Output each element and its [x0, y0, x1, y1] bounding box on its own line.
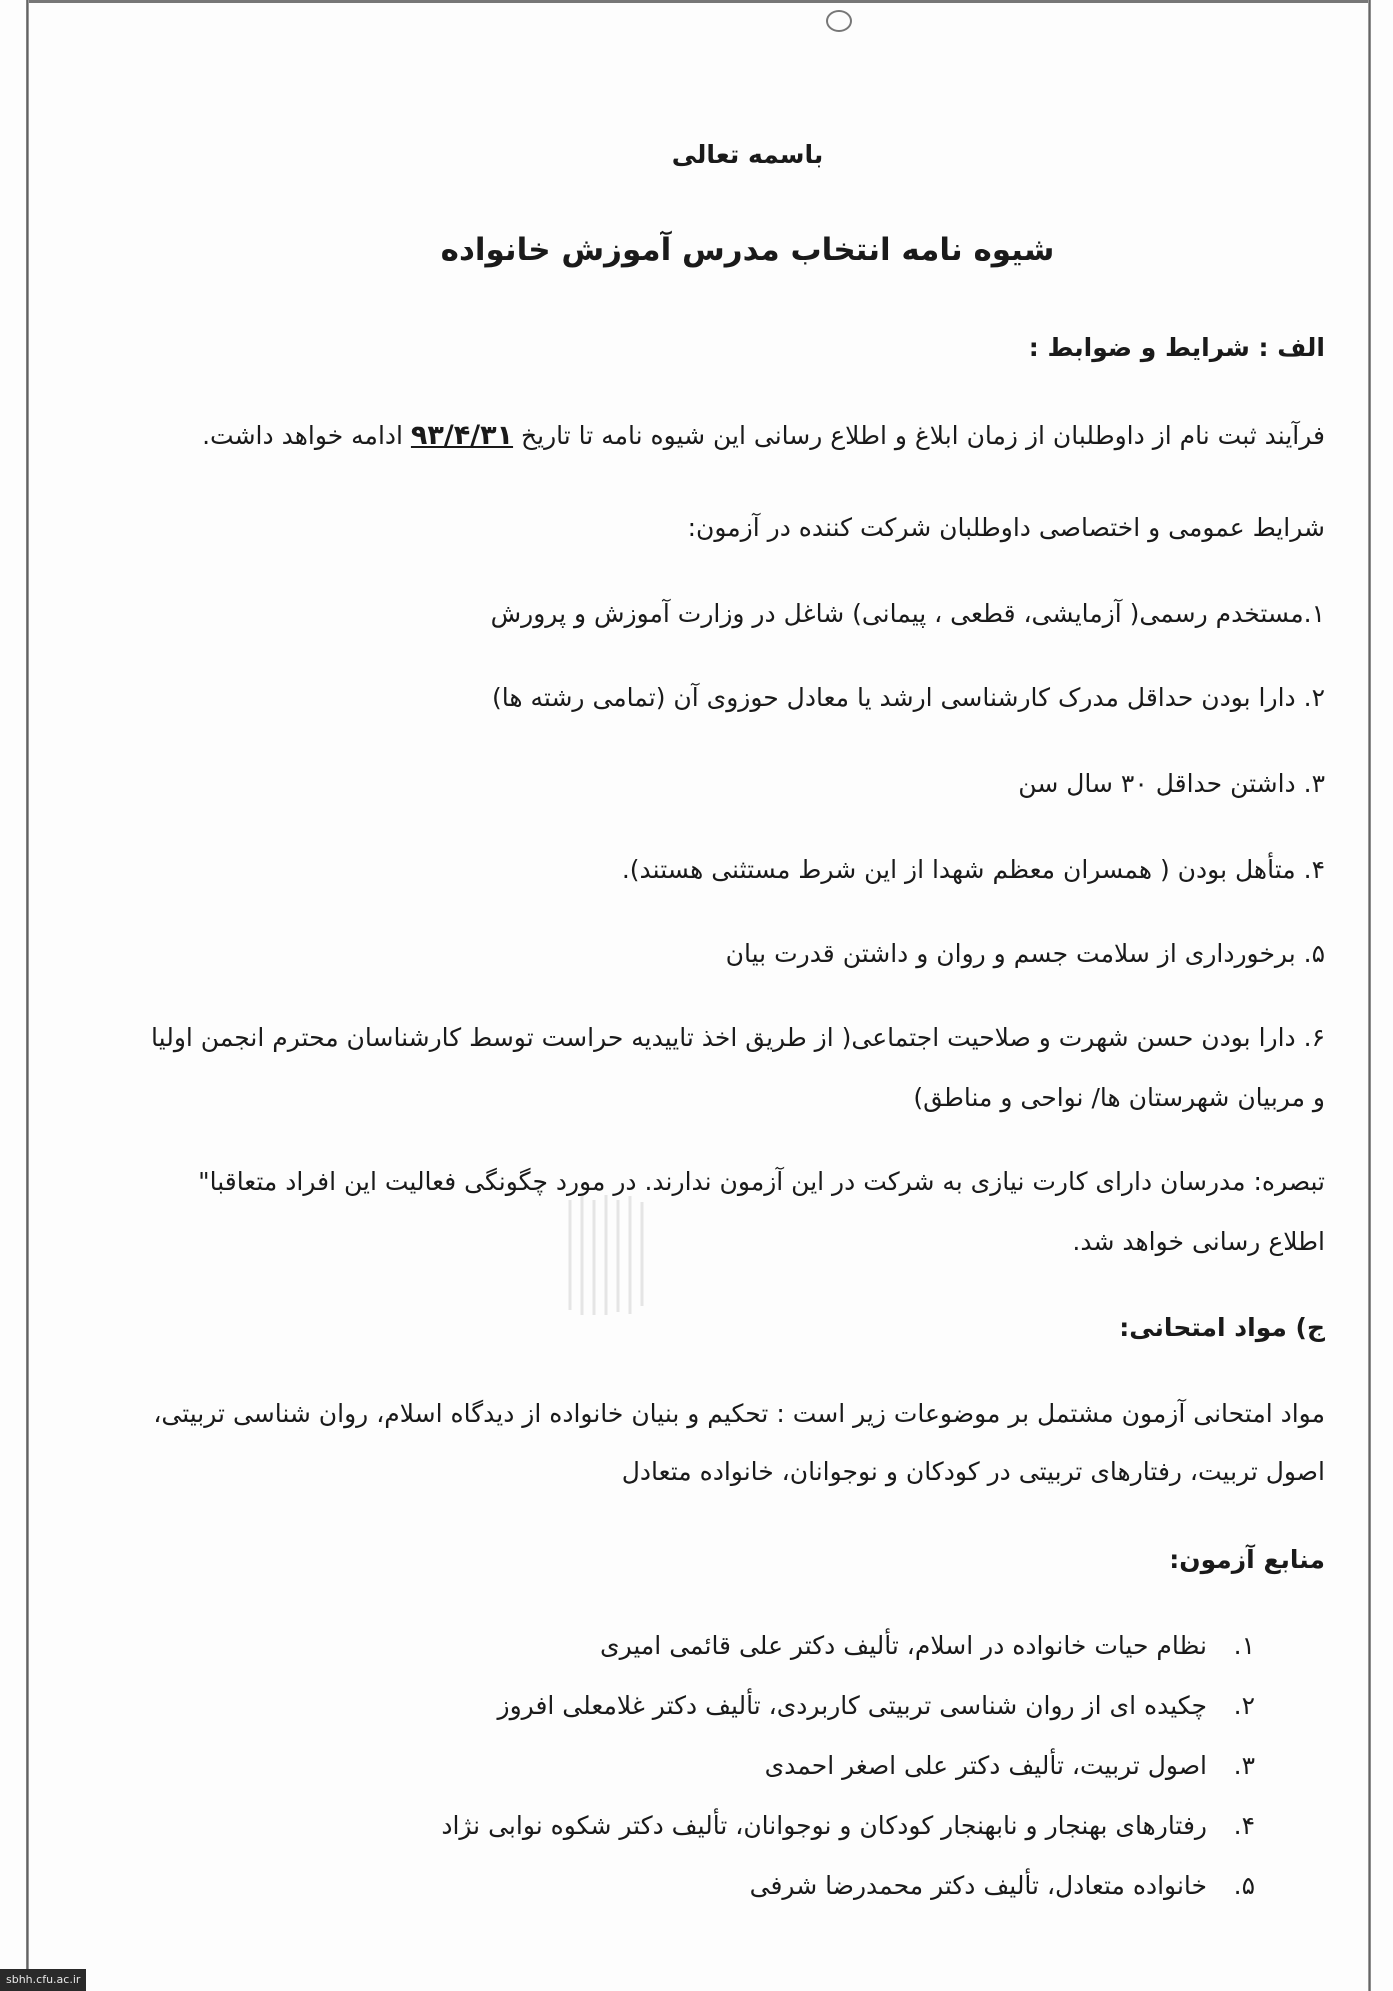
source-item-2	[498, 1688, 1256, 1724]
invocation-heading: باسمه تعالی	[671, 140, 824, 169]
source-item-1	[600, 1628, 1255, 1664]
source-number: ۵.	[1233, 1871, 1255, 1900]
condition-item-5: ۵. برخورداری از سلامت جسم و روان و داشتن قدرت بیان	[725, 939, 1325, 968]
source-text: رفتارهای بهنجار و نابهنجار کودکان و نوجوانان، تألیف دکتر شکوه نوابی نژاد	[441, 1811, 1207, 1840]
note-line-2: اطلاع رسانی خواهد شد.	[1072, 1227, 1325, 1256]
source-item-3	[765, 1748, 1255, 1784]
registration-text-end: ادامه خواهد داشت.	[202, 421, 411, 450]
source-text: چکیده ای از روان شناسی تربیتی کاربردی، تألیف دکتر غلامعلی افروز	[497, 1691, 1207, 1720]
note-line-1: تبصره: مدرسان دارای کارت نیازی به شرکت در این آزمون ندارند. در مورد چگونگی فعالیت این افراد متعاقبا"	[198, 1167, 1325, 1196]
page-right-edge	[1368, 0, 1371, 1991]
conditions-intro: شرایط عمومی و اختصاصی داوطلبان شرکت کننده در آزمون:	[687, 513, 1325, 542]
condition-item-2: ۲. دارا بودن حداقل مدرک کارشناسی ارشد یا معادل حوزوی آن (تمامی رشته ها)	[492, 683, 1325, 712]
source-text: اصول تربیت، تألیف دکتر علی اصغر احمدی	[764, 1751, 1207, 1780]
source-item-5	[750, 1868, 1255, 1904]
condition-item-6-continued: و مربیان شهرستان ها/ نواحی و مناطق)	[913, 1083, 1325, 1112]
registration-paragraph	[202, 418, 1325, 454]
source-item-4	[441, 1808, 1255, 1844]
condition-item-6: ۶. دارا بودن حسن شهرت و صلاحیت اجتماعی( از طریق اخذ تاییدیه حراست توسط کارشناسان محترم انجمن اولیا	[151, 1023, 1325, 1052]
site-watermark: sbhh.cfu.ac.ir	[0, 1969, 86, 1991]
sources-heading: منابع آزمون:	[1169, 1545, 1325, 1574]
document-title: شیوه نامه انتخاب مدرس آموزش خانواده	[440, 232, 1055, 268]
registration-text-start: فرآیند ثبت نام از داوطلبان از زمان ابلاغ و اطلاع رسانی این شیوه نامه تا تاریخ	[513, 421, 1325, 450]
section-a-heading: الف : شرایط و ضوابط :	[1028, 333, 1325, 362]
document-body	[151, 0, 1325, 1991]
registration-deadline-date: ۹۳/۴/۳۱	[410, 420, 514, 451]
condition-item-1: ۱.مستخدم رسمی( آزمایشی، قطعی ، پیمانی) شاغل در وزارت آموزش و پرورش	[490, 599, 1325, 628]
condition-item-3: ۳. داشتن حداقل ۳۰ سال سن	[1018, 769, 1325, 798]
exam-subjects-line-2: اصول تربیت، رفتارهای تربیتی در کودکان و نوجوانان، خانواده متعادل	[621, 1457, 1325, 1486]
source-number: ۳.	[1233, 1751, 1255, 1780]
source-text: خانواده متعادل، تألیف دکتر محمدرضا شرفی	[749, 1871, 1207, 1900]
source-number: ۱.	[1233, 1631, 1255, 1660]
source-number: ۲.	[1233, 1691, 1255, 1720]
condition-item-4: ۴. متأهل بودن ( همسران معظم شهدا از این شرط مستثنی هستند).	[621, 855, 1325, 884]
source-text: نظام حیات خانواده در اسلام، تألیف دکتر علی قائمی امیری	[600, 1631, 1207, 1660]
exam-subjects-line-1: مواد امتحانی آزمون مشتمل بر موضوعات زیر است : تحکیم و بنیان خانواده از دیدگاه اسلام، روان شناسی تربیتی،	[153, 1399, 1325, 1428]
source-number: ۴.	[1233, 1811, 1255, 1840]
section-c-heading: ج) مواد امتحانی:	[1119, 1313, 1325, 1342]
page-left-edge	[26, 0, 29, 1991]
